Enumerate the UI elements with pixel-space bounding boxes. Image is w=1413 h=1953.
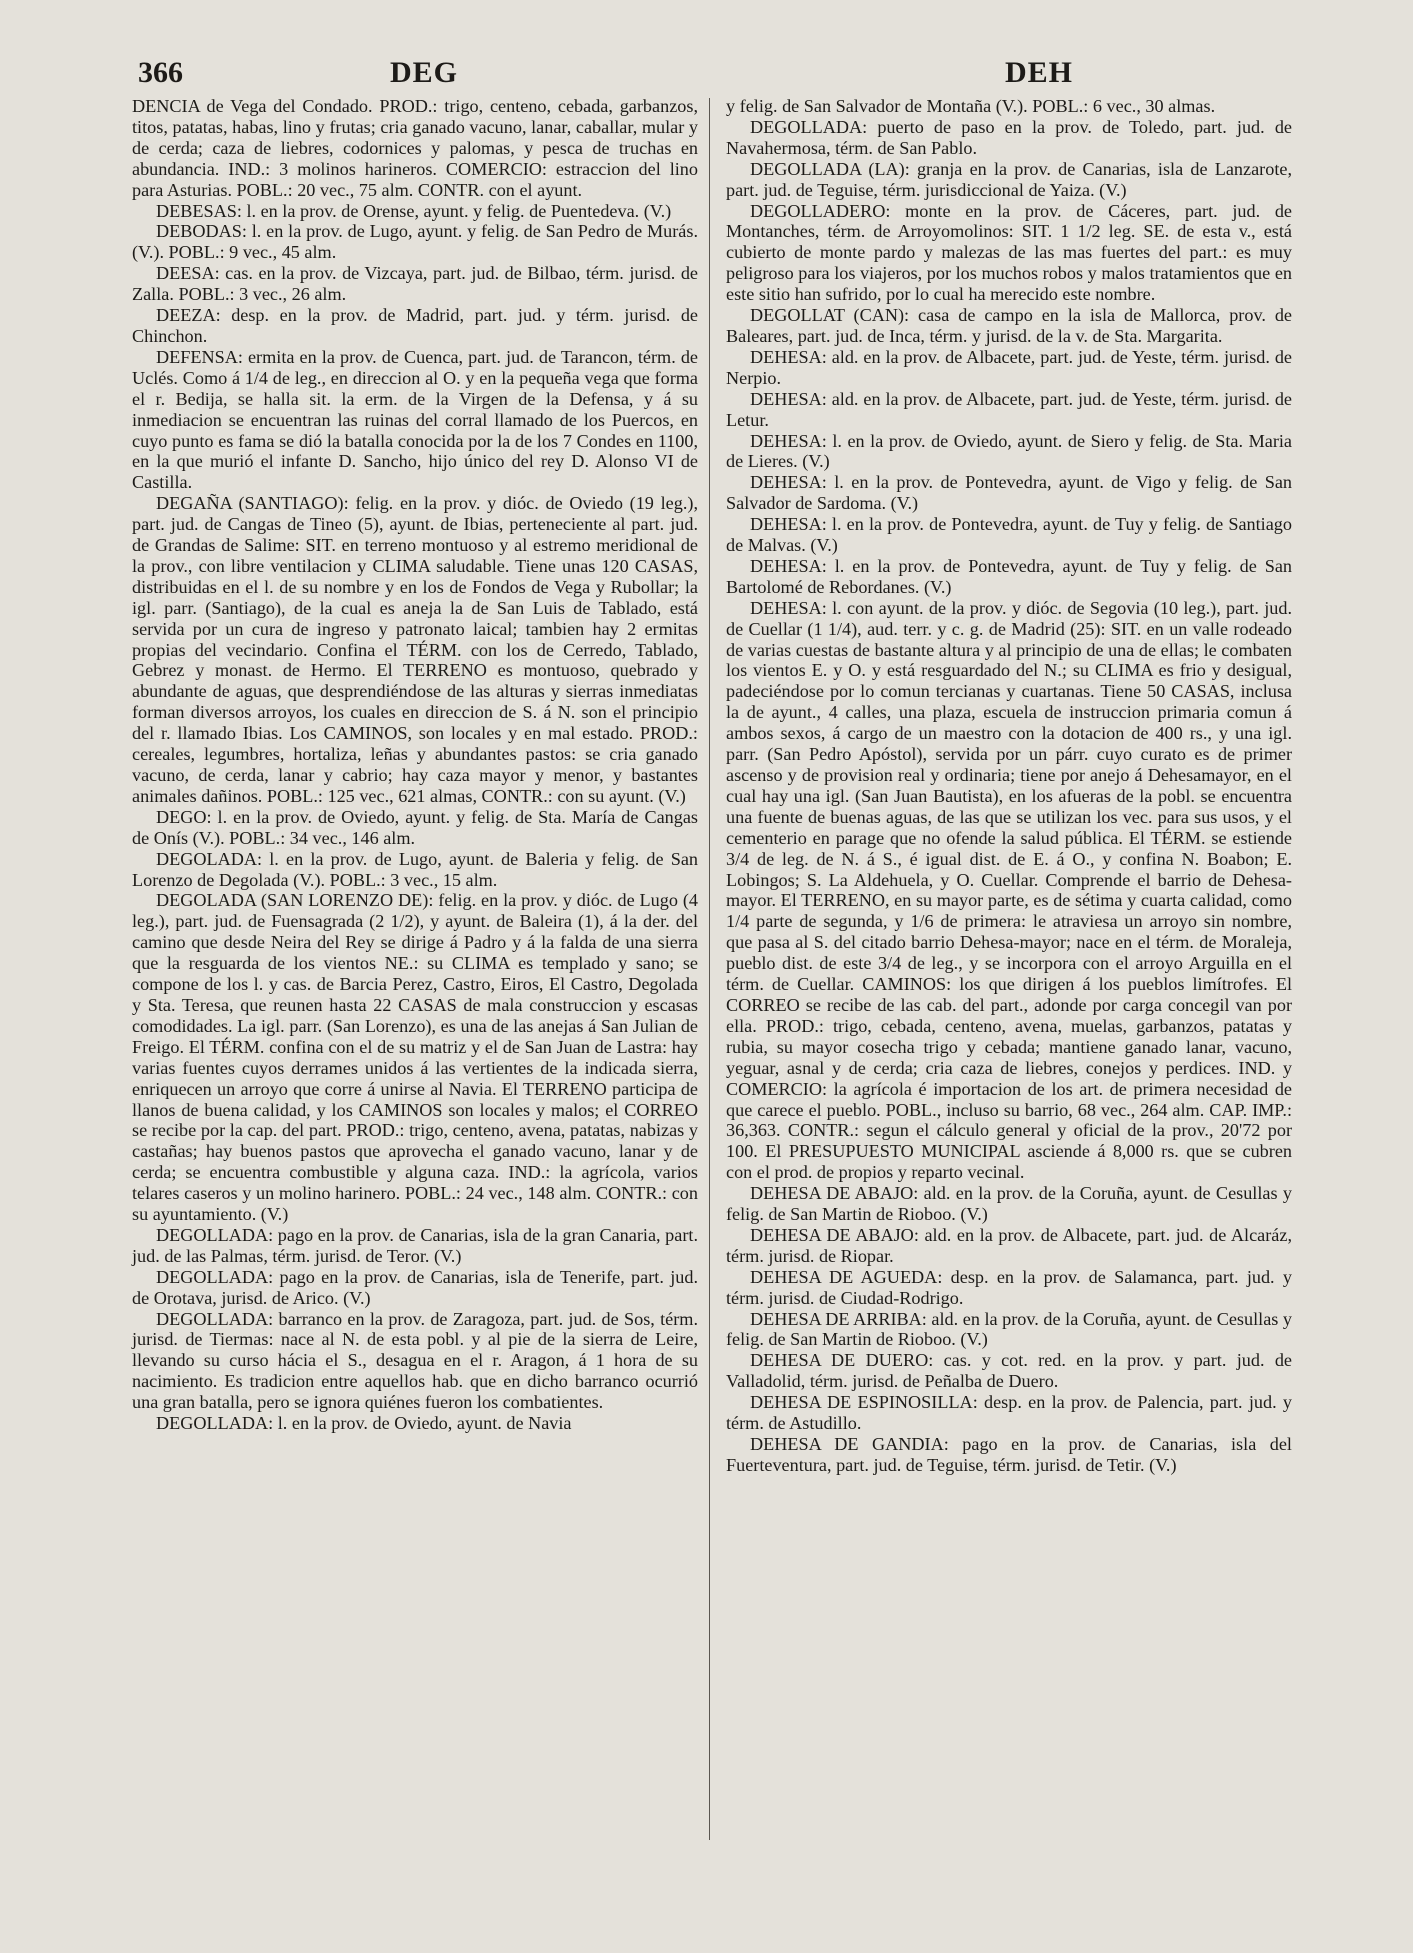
column-divider xyxy=(709,98,710,1840)
entry-deesa: DEESA: cas. en la prov. de Vizcaya, part. jud. de Bilbao, térm. jurisd. de Zalla. POBL.: 3 vec., 26 alm. xyxy=(132,263,698,305)
entry-continuation: DENCIA de Vega del Condado. PROD.: trigo, centeno, cebada, garbanzos, titos, patatas, habas, lino y frutas; cria ganado vacuno, lanar, caballar, mular y de cerda; caza de liebres, codornices y palomas, y pesca de truchas en abundancia. IND.: 3 molinos harineros. COMERCIO: estraccion del lino para Asturias. POBL.: 20 vec., 75 alm. CONTR. con el ayunt. xyxy=(132,96,698,200)
entry-degana: DEGAÑA (SANTIAGO): felig. en la prov. y dióc. de Oviedo (19 leg.), part. jud. de Cangas de Tineo (5), ayunt. de Ibias, perteneciente al part. jud. de Grandas de Salime: SIT. en terreno montuoso y al estremo meridional de la prov., con libre ventilacion y CLIMA saludable. Tiene unas 120 CASAS, distribuidas en el l. de su nombre y en los de Fondos de Vega y Rubollar; la igl. parr. (Santiago), de la cual es aneja la de San Luis de Tablado, está servida por un cura de ingreso y patronato laical; tambien hay 2 ermitas propias del vecindario. Confina el TÉRM. con los de Cerredo, Tablado, Gebrez y monast. de Hermo. El TERRENO es montuoso, quebrado y abundante de aguas, que desprendiéndose de las alturas y sierras inmediatas forman diversos arroyos, los cuales en direccion de S. á N. son el principio del r. llamado Ibias. Los CAMINOS, son locales y en mal estado. PROD.: cereales, legumbres, hortaliza, leñas y abundantes pastos: se cria ganado vacuno, de cerda, lanar y cabrio; hay caza mayor y menor, y bastantes animales dañinos. POBL.: 125 vec., 621 almas, CONTR.: con su ayunt. (V.) xyxy=(132,493,698,806)
left-guide-word: DEG xyxy=(390,56,459,89)
entry-degollada-gran-canaria: DEGOLLADA: pago en la prov. de Canarias, isla de la gran Canaria, part. jud. de las Palmas, térm. jurisd. de Teror. (V.) xyxy=(132,1224,698,1266)
entry-degollada-tenerife: DEGOLLADA: pago en la prov. de Canarias, isla de Tenerife, part. jud. de Orotava, jurisd. de Arico. (V.) xyxy=(132,1266,698,1308)
entry-degolada: DEGOLADA: l. en la prov. de Lugo, ayunt. de Baleria y felig. de San Lorenzo de Degolada (V.). POBL.: 3 vec., 15 alm. xyxy=(132,848,698,890)
left-column xyxy=(132,96,698,1434)
entry-continuation: y felig. de San Salvador de Montaña (V.). POBL.: 6 vec., 30 almas. xyxy=(726,96,1216,116)
entry-dehesa-de-espinosilla: DEHESA DE ESPINOSILLA: desp. en la prov. de Palencia, part. jud. y térm. de Astudillo. xyxy=(726,1392,1292,1434)
entry-debesas: DEBESAS: l. en la prov. de Orense, ayunt. y felig. de Puentedeva. (V.) xyxy=(156,200,672,221)
entry-degollat: DEGOLLAT (CAN): casa de campo en la isla de Mallorca, prov. de Baleares, part. jud. de Inca, térm. y jurisd. de la v. de Sta. Margarita. xyxy=(726,305,1292,346)
entry-degolladero: DEGOLLADERO: monte en la prov. de Cáceres, part. jud. de Montanches, térm. de Arroyomolinos: SIT. 1 1/2 leg. SE. de esta v., está cubierto de monte pardo y malezas de las mas fuertes del part.: es muy peligroso para los viajeros, por los muchos robos y malos tratamientos que en este sitio han sufrido, por lo cual ha merecido este nombre. xyxy=(726,200,1292,305)
entry-debodas: DEBODAS: l. en la prov. de Lugo, ayunt. y felig. de San Pedro de Murás. (V.). POBL.: 9 vec., 45 alm. xyxy=(132,221,698,263)
right-column xyxy=(726,96,1292,1476)
entry-dego: DEGO: l. en la prov. de Oviedo, ayunt. y felig. de Sta. María de Cangas de Onís (V.). POBL.: 34 vec., 146 alm. xyxy=(132,806,698,848)
entry-degollada-la: DEGOLLADA (LA): granja en la prov. de Canarias, isla de Lanzarote, part. jud. de Teguise, térm. jurisdiccional de Yaiza. (V.) xyxy=(726,158,1292,200)
entry-dehesa-letur: DEHESA: ald. en la prov. de Albacete, part. jud. de Yeste, térm. jurisd. de Letur. xyxy=(726,388,1292,430)
entry-deeza: DEEZA: desp. en la prov. de Madrid, part. jud. y térm. jurisd. de Chinchon. xyxy=(132,305,698,346)
entry-dehesa-tuy-rebordanes: DEHESA: l. en la prov. de Pontevedra, ayunt. de Tuy y felig. de San Bartolomé de Rebordanes. (V.) xyxy=(726,555,1292,597)
right-guide-word: DEH xyxy=(1005,56,1074,89)
entry-dehesa-vigo: DEHESA: l. en la prov. de Pontevedra, ayunt. de Vigo y felig. de San Salvador de Sardoma. (V.) xyxy=(726,472,1292,514)
entry-dehesa-de-arriba: DEHESA DE ARRIBA: ald. en la prov. de la Coruña, ayunt. de Cesullas y felig. de San Martin de Rioboo. (V.) xyxy=(726,1308,1292,1350)
entry-degollada-toledo: DEGOLLADA: puerto de paso en la prov. de Toledo, part. jud. de Navahermosa, térm. de San Pablo. xyxy=(726,116,1292,158)
entry-defensa: DEFENSA: ermita en la prov. de Cuenca, part. jud. de Tarancon, térm. de Uclés. Como á 1/4 de leg., en direccion al O. y en la pequeña vega que forma el r. Bedija, se halla sit. la erm. de la Virgen de la Defensa, y á su inmediacion se encuentran las ruinas del corral llamado de los Puercos, en cuyo punto es fama se dió la batalla conocida por la de los 7 Condes en 1100, en la que murió el infante D. Sancho, hijo único del rey D. Alonso VI de Castilla. xyxy=(132,346,698,493)
entry-dehesa-de-duero: DEHESA DE DUERO: cas. y cot. red. en la prov. y part. jud. de Valladolid, térm. jurisd. de Peñalba de Duero. xyxy=(726,1350,1292,1392)
page-number: 366 xyxy=(138,56,183,89)
entry-dehesa-siero: DEHESA: l. en la prov. de Oviedo, ayunt. de Siero y felig. de Sta. Maria de Lieres. (V.) xyxy=(726,430,1292,472)
entry-dehesa-de-abajo-albacete: DEHESA DE ABAJO: ald. en la prov. de Albacete, part. jud. de Alcaráz, térm. jurisd. de Riopar. xyxy=(726,1224,1292,1266)
entry-degolada-san-lorenzo: DEGOLADA (SAN LORENZO DE): felig. en la prov. y dióc. de Lugo (4 leg.), part. jud. de Fuensagrada (2 1/2), y ayunt. de Baleira (1), á la der. del camino que desde Neira del Rey se dirige á Padro y á la falda de una sierra que la resguarda de los vientos NE.: su CLIMA es templado y sano; se compone de los l. y cas. de Barcia Perez, Castro, Eiros, El Castro, Degolada y Sta. Teresa, que reunen hasta 22 CASAS de mala construccion y escasas comodidades. La igl. parr. (San Lorenzo), es una de las anejas á San Julian de Freigo. El TÉRM. confina con el de su matriz y el de San Juan de Lastra: hay varias fuentes cuyos derrames unidos á las vertientes de la indicada sierra, enriquecen un arroyo que corre á unirse al Navia. El TERRENO participa de llanos de buena calidad, y los CAMINOS son locales y malos; el CORREO se recibe por la cap. del part. PROD.: trigo, centeno, avena, patatas, nabizas y castañas; hay buenos pastos que aprovecha el ganado vacuno, lanar y de cerda; se encuentra combustible y alguna caza. IND.: la agrícola, varios telares caseros y un molino harinero. POBL.: 24 vec., 148 alm. CONTR.: con su ayuntamiento. (V.) xyxy=(132,890,698,1225)
entry-degollada-oviedo: DEGOLLADA: l. en la prov. de Oviedo, ayunt. de Navia xyxy=(156,1413,572,1434)
entry-dehesa-tuy-malvas: DEHESA: l. en la prov. de Pontevedra, ayunt. de Tuy y felig. de Santiago de Malvas. (V.) xyxy=(726,514,1292,556)
entry-dehesa-de-gandia: DEHESA DE GANDIA: pago en la prov. de Canarias, isla del Fuerteventura, part. jud. de Teguise, térm. jurisd. de Tetir. (V.) xyxy=(726,1434,1292,1475)
entry-degollada-zaragoza: DEGOLLADA: barranco en la prov. de Zaragoza, part. jud. de Sos, térm. jurisd. de Tiermas: nace al N. de esta pobl. y al pie de la sierra de Leire, llevando su curso hácia el S., desagua en el r. Aragon, á 1 hora de su nacimiento. Es tradicion entre aquellos hab. que en dicho barranco ocurrió una gran batalla, pero se ignora quiénes fueron los combatientes. xyxy=(132,1308,698,1413)
entry-dehesa-nerpio: DEHESA: ald. en la prov. de Albacete, part. jud. de Yeste, térm. jurisd. de Nerpio. xyxy=(726,346,1292,388)
entry-dehesa-de-agueda: DEHESA DE AGUEDA: desp. en la prov. de Salamanca, part. jud. y térm. jurisd. de Ciudad-Rodrigo. xyxy=(726,1266,1292,1308)
entry-dehesa-segovia: DEHESA: l. con ayunt. de la prov. y dióc. de Segovia (10 leg.), part. jud. de Cuellar (1 1/4), aud. terr. y c. g. de Madrid (25): SIT. en un valle rodeado de varias cuestas de bastante altura y al principio de una de ellas; le combaten los vientos E. y O. y está resguardado del N.; su CLIMA es frio y desigual, padeciéndose por lo comun tercianas y cuartanas. Tiene 50 CASAS, inclusa la de ayunt., 4 calles, una plaza, escuela de instruccion primaria comun á ambos sexos, á cargo de un maestro con la dotacion de 400 rs., y una igl. parr. (San Pedro Apóstol), servida por un párr. cuyo curato es de primer ascenso y de provision real y ordinaria; tiene por anejo á Dehesamayor, en el cual hay una igl. (San Juan Bautista), en los afueras de la pobl. se encuentra una fuente de buenas aguas, de las que se utilizan los vec. para sus usos, y el cementerio en parage que no ofende la salud pública. El TÉRM. se estiende 3/4 de leg. de N. á S., é igual dist. de E. á O., y confina N. Boabon; E. Lobingos; S. La Aldehuela, y O. Cuellar. Comprende el barrio de Dehesa-mayor. El TERRENO, en su mayor parte, es de sétima y cuarta calidad, como 1/4 parte de segunda, y 1/6 de primera: le atraviesa un arroyo sin nombre, que pasa al S. del citado barrio Dehesa-mayor; nace en el térm. de Moraleja, pueblo dist. de este 3/4 de leg., y se incorpora con el arroyo Arguilla en el térm. de Cuellar. CAMINOS: los que dirigen á los pueblos limítrofes. El CORREO se recibe de las cab. del part., adonde por carga concegil van por ella. PROD.: trigo, cebada, centeno, avena, muelas, garbanzos, patatas y rubia, su mayor cosecha trigo y cebada; mantiene ganado lanar, vacuno, yeguar, asnal y de cerda; cria caza de liebres, conejos y perdices. IND. y COMERCIO: la agrícola é importacion de los art. de primera necesidad de que carece el pueblo. POBL., incluso su barrio, 68 vec., 264 alm. CAP. IMP.: 36,363. CONTR.: segun el cálculo general y oficial de la prov., 20'72 por 100. El PRESUPUESTO MUNICIPAL asciende á 8,000 rs. que se cubren con el prod. de propios y reparto vecinal. xyxy=(726,597,1292,1183)
entry-dehesa-de-abajo-coruna: DEHESA DE ABAJO: ald. en la prov. de la Coruña, ayunt. de Cesullas y felig. de San Martin de Rioboo. (V.) xyxy=(726,1183,1292,1225)
